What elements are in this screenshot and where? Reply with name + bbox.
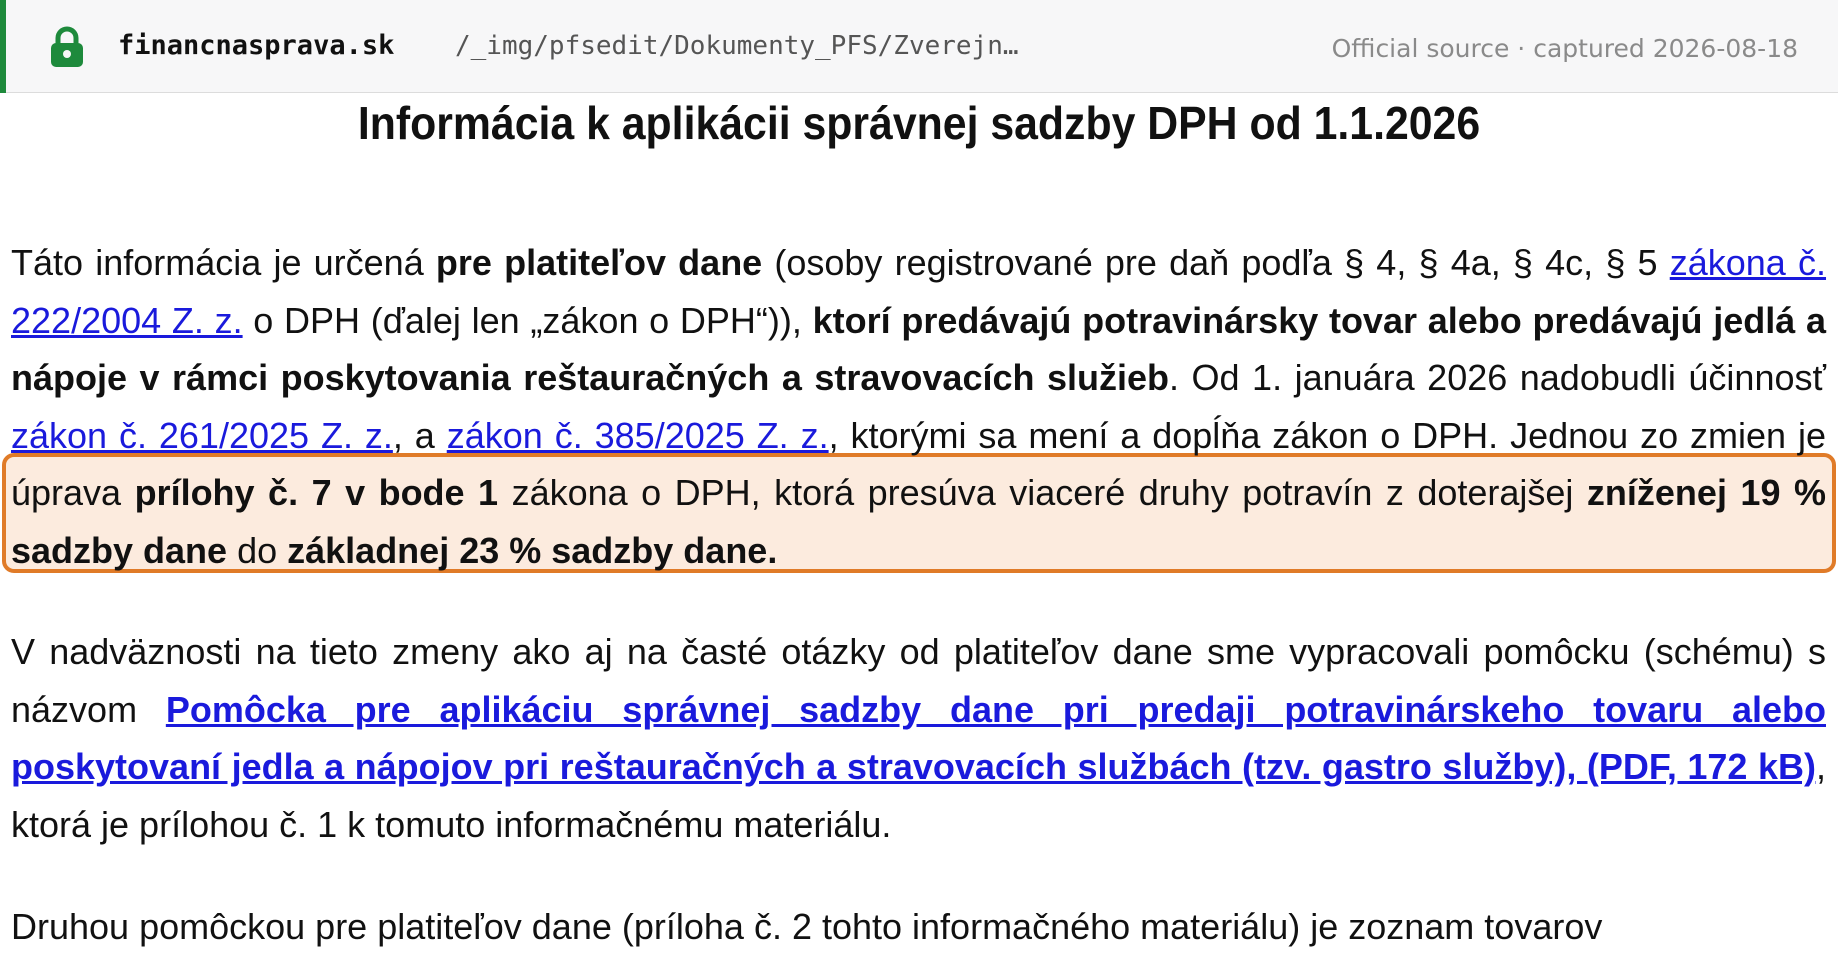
paragraph-intro	[11, 234, 1826, 580]
law-385-2025-link[interactable]: zákon č. 385/2025 Z. z.	[446, 414, 829, 456]
text-span: Táto informácia je určená	[11, 242, 436, 283]
lock-icon	[48, 26, 86, 68]
text-span: . Od 1. januára 2026 nadobudli účinnosť	[1169, 357, 1826, 399]
text-span: (osoby registrované pre daň podľa § 4, § 4a, § 4c, § 5	[762, 242, 1670, 283]
bold-text: zníženej 19 % sadzby dane	[11, 472, 1826, 571]
text-span: Druhou pomôckou pre platiteľov dane (príloha č. 2 tohto informačného materiálu) je zoznam tovarov	[11, 906, 1603, 947]
source-domain[interactable]: financnasprava.sk	[118, 30, 395, 61]
source-bar	[0, 0, 1838, 93]
paragraph-tool	[11, 623, 1826, 853]
capture-note: Official source · captured 2026-08-18	[1331, 34, 1798, 63]
source-accent-stripe	[0, 0, 6, 93]
source-path[interactable]: /_img/pfsedit/Dokumenty_PFS/Zverejn…	[455, 31, 1019, 61]
bold-text: ktorí predávajú potravinársky tovar alebo predávajú jedlá a nápoje v rámci poskytovania reštauračných a stravovacích služieb	[11, 299, 1827, 399]
bold-text: základnej 23 % sadzby dane.	[287, 529, 778, 571]
text-span: zákona o DPH, ktorá presúva viaceré druhy potravín z doterajšej	[498, 472, 1587, 514]
paragraph-second-tool	[11, 898, 1826, 956]
law-222-2004-link[interactable]: zákona č. 222/2004 Z. z.	[11, 242, 1827, 341]
law-261-2025-link[interactable]: zákon č. 261/2025 Z. z.	[11, 414, 393, 456]
bold-text: pre platiteľov dane	[435, 242, 763, 283]
text-span: , ktorými sa mení a dopĺňa zákon o DPH. Jednou zo zmien je úprava	[11, 414, 1827, 514]
document-title: Informácia k aplikácii správnej sadzby DPH od 1.1.2026	[357, 97, 1481, 149]
text-span: o DPH (ďalej len „zákon o DPH“)),	[242, 299, 813, 341]
text-span: V nadväznosti na tieto zmeny ako aj na časté otázky od platiteľov dane sme vypracovali pomôcku (schému) s názvom	[11, 631, 1826, 730]
tool-pdf-link[interactable]: Pomôcka pre aplikáciu správnej sadzby dane pri predaji potravinárskeho tovaru alebo poskytovaní jedla a nápojov pri reštauračných a stravovacích službách (tzv. gastro služby), (PDF, 172 kB)	[11, 688, 1826, 788]
bold-text: prílohy č. 7 v bode 1	[134, 472, 499, 514]
text-span: , a	[392, 414, 447, 456]
text-span: do	[227, 529, 288, 571]
text-span: , ktorá je prílohou č. 1 k tomuto informačnému materiálu.	[11, 746, 1826, 845]
